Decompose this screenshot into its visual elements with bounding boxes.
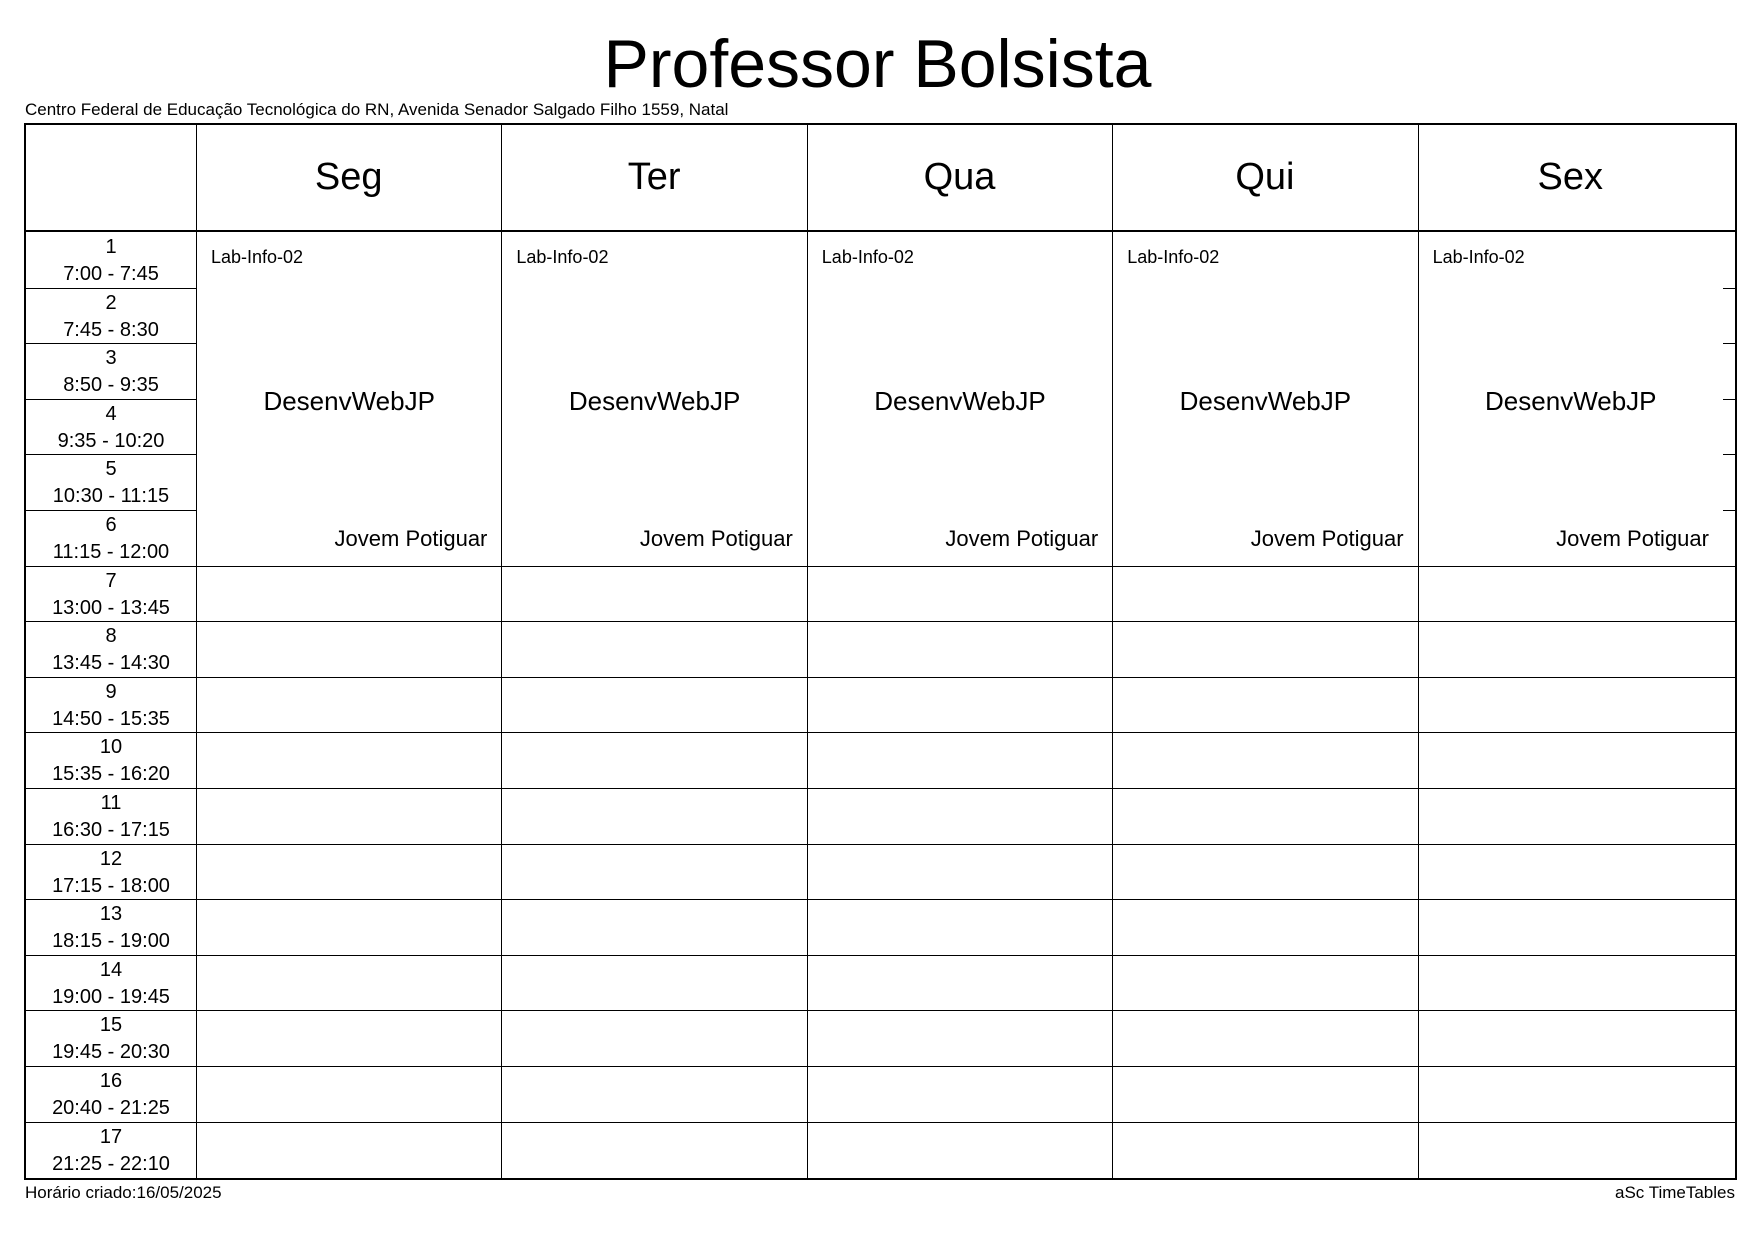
period-number: 8 (105, 625, 117, 648)
lesson-card[interactable] (808, 232, 1112, 566)
lesson-room: Lab-Info-02 (516, 247, 609, 267)
period-time: 19:00 - 19:45 (52, 985, 170, 1008)
row-divider (26, 1066, 1735, 1067)
period-number: 15 (99, 1014, 123, 1037)
lesson-card[interactable] (197, 232, 501, 566)
period-time: 8:50 - 9:35 (63, 374, 159, 397)
period-cell (26, 343, 196, 399)
period-cell (26, 1122, 196, 1178)
period-time: 19:45 - 20:30 (52, 1041, 170, 1064)
period-cell (26, 677, 196, 733)
period-cell (26, 788, 196, 844)
row-divider (26, 677, 1735, 678)
lesson-subject: DesenvWebJP (568, 386, 741, 416)
period-number: 3 (105, 347, 117, 370)
period-time: 11:15 - 12:00 (52, 541, 170, 563)
row-divider (26, 1122, 1735, 1123)
page-title: Professor Bolsista (603, 26, 1152, 102)
lesson-room: Lab-Info-02 (1127, 247, 1220, 267)
lesson-subject: DesenvWebJP (1485, 386, 1657, 416)
column-divider (1418, 125, 1419, 1178)
column-divider (1112, 125, 1113, 1178)
row-divider (26, 621, 1735, 622)
lesson-group: Jovem Potiguar (639, 526, 793, 551)
lesson-card[interactable] (1113, 232, 1417, 566)
period-time: 13:00 - 13:45 (52, 596, 170, 619)
created-date: Horário criado:16/05/2025 (25, 1183, 222, 1202)
lesson-card[interactable] (1419, 232, 1723, 566)
lesson-card[interactable] (502, 232, 806, 566)
row-divider (26, 955, 1735, 956)
period-number: 9 (105, 680, 117, 703)
period-number: 11 (100, 792, 122, 814)
row-divider (26, 788, 1735, 789)
period-cell (26, 399, 196, 455)
period-cell (26, 1010, 196, 1066)
period-time: 13:45 - 14:30 (52, 652, 170, 675)
period-cell (26, 1066, 196, 1122)
column-divider (807, 125, 808, 1178)
lesson-subject: DesenvWebJP (263, 386, 435, 416)
period-time: 16:30 - 17:15 (52, 819, 170, 841)
row-divider (26, 1010, 1735, 1011)
lesson-group: Jovem Potiguar (945, 526, 1099, 551)
period-time: 15:35 - 16:20 (52, 763, 170, 786)
day-header: Ter (627, 156, 681, 198)
period-cell (26, 899, 196, 955)
period-cell (26, 232, 196, 288)
period-number: 4 (105, 402, 117, 425)
day-header: Sex (1537, 156, 1604, 198)
period-number: 5 (105, 458, 117, 481)
lesson-room: Lab-Info-02 (821, 247, 914, 267)
period-number: 17 (99, 1125, 123, 1148)
period-cell (26, 844, 196, 900)
period-number: 7 (105, 569, 117, 592)
lesson-group: Jovem Potiguar (1250, 526, 1404, 551)
period-time: 7:00 - 7:45 (63, 263, 159, 285)
period-cell (26, 288, 196, 344)
period-number: 12 (99, 847, 123, 870)
lesson-group: Jovem Potiguar (1556, 526, 1709, 551)
period-time: 20:40 - 21:25 (52, 1097, 170, 1119)
period-number: 10 (99, 736, 123, 759)
period-time: 10:30 - 11:15 (52, 485, 170, 508)
period-number: 13 (99, 903, 123, 926)
lesson-room: Lab-Info-02 (211, 247, 304, 267)
period-cell (26, 955, 196, 1011)
period-number: 6 (105, 514, 117, 536)
period-cell (26, 454, 196, 510)
period-cell (26, 510, 196, 566)
row-divider (26, 844, 1735, 845)
period-time: 14:50 - 15:35 (52, 707, 170, 730)
period-cell (26, 621, 196, 677)
lesson-subject: DesenvWebJP (874, 386, 1046, 416)
period-number: 1 (105, 236, 117, 258)
lesson-group: Jovem Potiguar (334, 526, 488, 551)
column-divider (196, 125, 197, 1178)
period-time: 21:25 - 22:10 (52, 1152, 170, 1175)
period-time: 18:15 - 19:00 (52, 930, 170, 953)
lesson-subject: DesenvWebJP (1179, 386, 1352, 416)
day-header: Qua (923, 156, 996, 198)
period-number: 14 (99, 958, 123, 981)
day-header: Seg (314, 156, 383, 198)
row-divider (26, 732, 1735, 733)
period-time: 9:35 - 10:20 (57, 429, 165, 452)
column-divider (501, 125, 502, 1178)
period-time: 17:15 - 18:00 (52, 874, 170, 897)
row-divider (26, 899, 1735, 900)
period-number: 16 (99, 1070, 123, 1092)
lesson-room: Lab-Info-02 (1432, 247, 1525, 267)
timetable-grid (24, 123, 1737, 1180)
day-header: Qui (1235, 156, 1295, 198)
period-cell (26, 732, 196, 788)
period-time: 7:45 - 8:30 (63, 318, 159, 341)
software-credit: aSc TimeTables (1615, 1183, 1735, 1202)
period-number: 2 (105, 291, 117, 314)
period-cell (26, 566, 196, 622)
school-address: Centro Federal de Educação Tecnológica do RN, Avenida Senador Salgado Filho 1559, Natal (25, 100, 729, 119)
